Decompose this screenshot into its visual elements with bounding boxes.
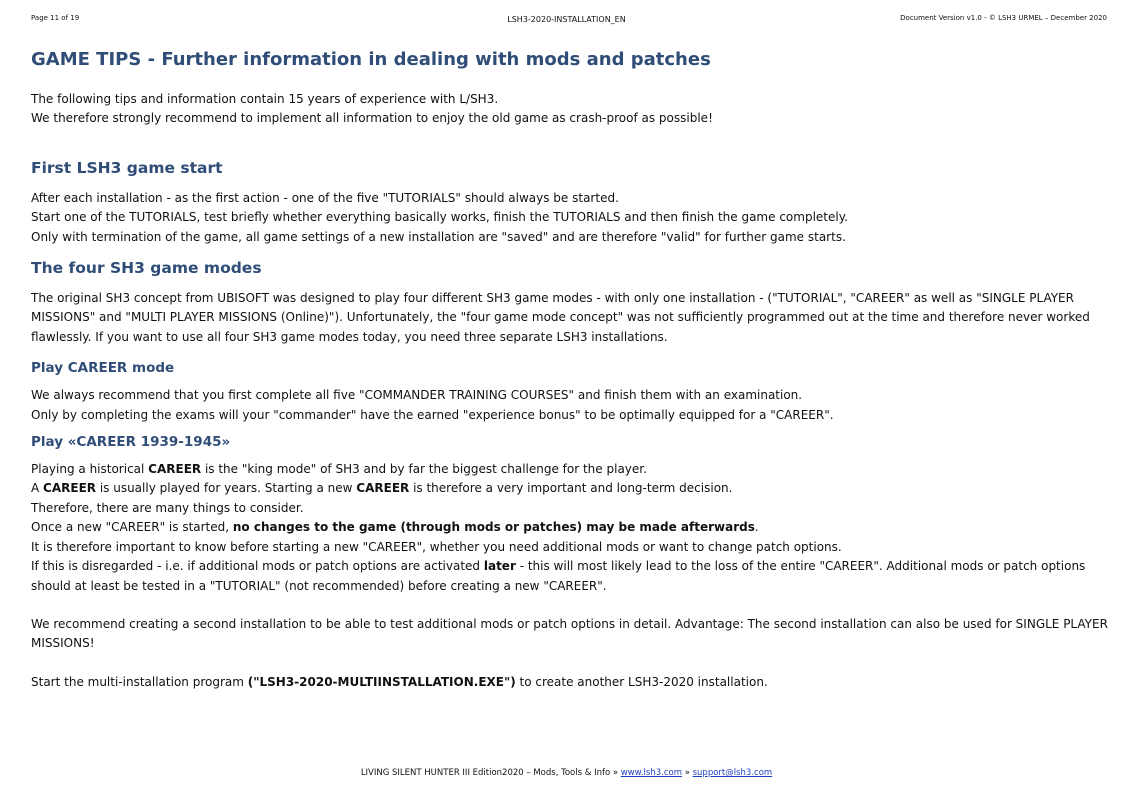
page-title: GAME TIPS - Further information in dealing with mods and patches bbox=[31, 49, 711, 70]
career-line-5: It is therefore important to know before starting a new "CAREER", whether you need additional mods or want to change patch options. bbox=[31, 539, 842, 554]
career-line-6: If this is disregarded - i.e. if additional mods or patch options are activated later - this will most likely lead to the loss of the entire "CAREER". Additional mods or patch options should at least be tested in a "TUTORIAL" (not recommended) before creating a new "CAREER". bbox=[31, 559, 1086, 593]
section-career-1939 bbox=[31, 460, 1111, 692]
intro-line-2: We therefore strongly recommend to implement all information to enjoy the old game as crash-proof as possible! bbox=[31, 111, 713, 126]
career-line-1: Playing a historical CAREER is the "king mode" of SH3 and by far the biggest challenge for the player. bbox=[31, 462, 647, 477]
career-mode-line-1: We always recommend that you first complete all five "COMMANDER TRAINING COURSES" and finish them with an examination. bbox=[31, 388, 803, 403]
section-game-modes bbox=[31, 289, 1111, 347]
document-title: LSH3-2020-INSTALLATION_EN bbox=[507, 15, 626, 24]
first-start-line-2: Start one of the TUTORIALS, test briefly whether everything basically works, finish the TUTORIALS and then finish the game completely. bbox=[31, 210, 848, 225]
career-line-4: Once a new "CAREER" is started, no changes to the game (through mods or patches) may be made afterwards. bbox=[31, 520, 759, 535]
career-line-3: Therefore, there are many things to consider. bbox=[31, 500, 304, 515]
footer-separator: » bbox=[682, 768, 693, 778]
first-start-line-1: After each installation - as the first action - one of the five "TUTORIALS" should always be started. bbox=[31, 190, 619, 205]
intro-line-1: The following tips and information contain 15 years of experience with L/SH3. bbox=[31, 92, 499, 106]
intro bbox=[31, 90, 1111, 129]
page-content bbox=[31, 46, 1111, 692]
career-mode-line-2: Only by completing the exams will your "commander" have the earned "experience bonus" to be optimally equipped for a "CAREER". bbox=[31, 407, 834, 422]
section-first-start bbox=[31, 189, 1111, 247]
career-recommend-paragraph: We recommend creating a second installation to be able to test additional mods or patch options in detail. Advantage: The second installation can also be used for SINGLE PLAYER MISSIONS! bbox=[31, 616, 1108, 651]
career-line-2: A CAREER is usually played for years. Starting a new CAREER is therefore a very important and long-term decision. bbox=[31, 481, 733, 496]
page-number: Page 11 of 19 bbox=[31, 14, 80, 22]
footer-support-email-link[interactable]: support@lsh3.com bbox=[692, 768, 773, 778]
section-career-mode bbox=[31, 386, 1111, 425]
page-footer bbox=[0, 768, 1133, 778]
section-heading-career-1939: Play «CAREER 1939-1945» bbox=[31, 434, 231, 451]
footer-website-link[interactable]: www.lsh3.com bbox=[620, 768, 682, 778]
section-heading-game-modes: The four SH3 game modes bbox=[31, 259, 262, 278]
game-modes-paragraph: The original SH3 concept from UBISOFT was designed to play four different SH3 game modes - with only one installation - ("TUTORIAL", "CAREER" as well as "SINGLE PLAYER MISSIONS" and "MULTI PLAYER MISSIONS (Online)"). Unfortunately, the "four game mode concept" was not sufficiently programmed out at the time and therefore never worked flawlessly. If you want to use all four SH3 game modes today, you need three separate LSH3 installations. bbox=[31, 291, 1090, 344]
footer-text: LIVING SILENT HUNTER III Edition2020 – Mods, Tools & Info » bbox=[360, 768, 621, 778]
career-multiinstall-paragraph: Start the multi-installation program ("LSH3-2020-MULTIINSTALLATION.EXE") to create another LSH3-2020 installation. bbox=[31, 674, 768, 689]
first-start-line-3: Only with termination of the game, all game settings of a new installation are "saved" and are therefore "valid" for further game starts. bbox=[31, 229, 846, 244]
section-heading-career-mode: Play CAREER mode bbox=[31, 360, 175, 377]
document-version: Document Version v1.0 - © LSH3 URMEL – December 2020 bbox=[900, 14, 1107, 22]
section-heading-first-start: First LSH3 game start bbox=[31, 158, 223, 177]
